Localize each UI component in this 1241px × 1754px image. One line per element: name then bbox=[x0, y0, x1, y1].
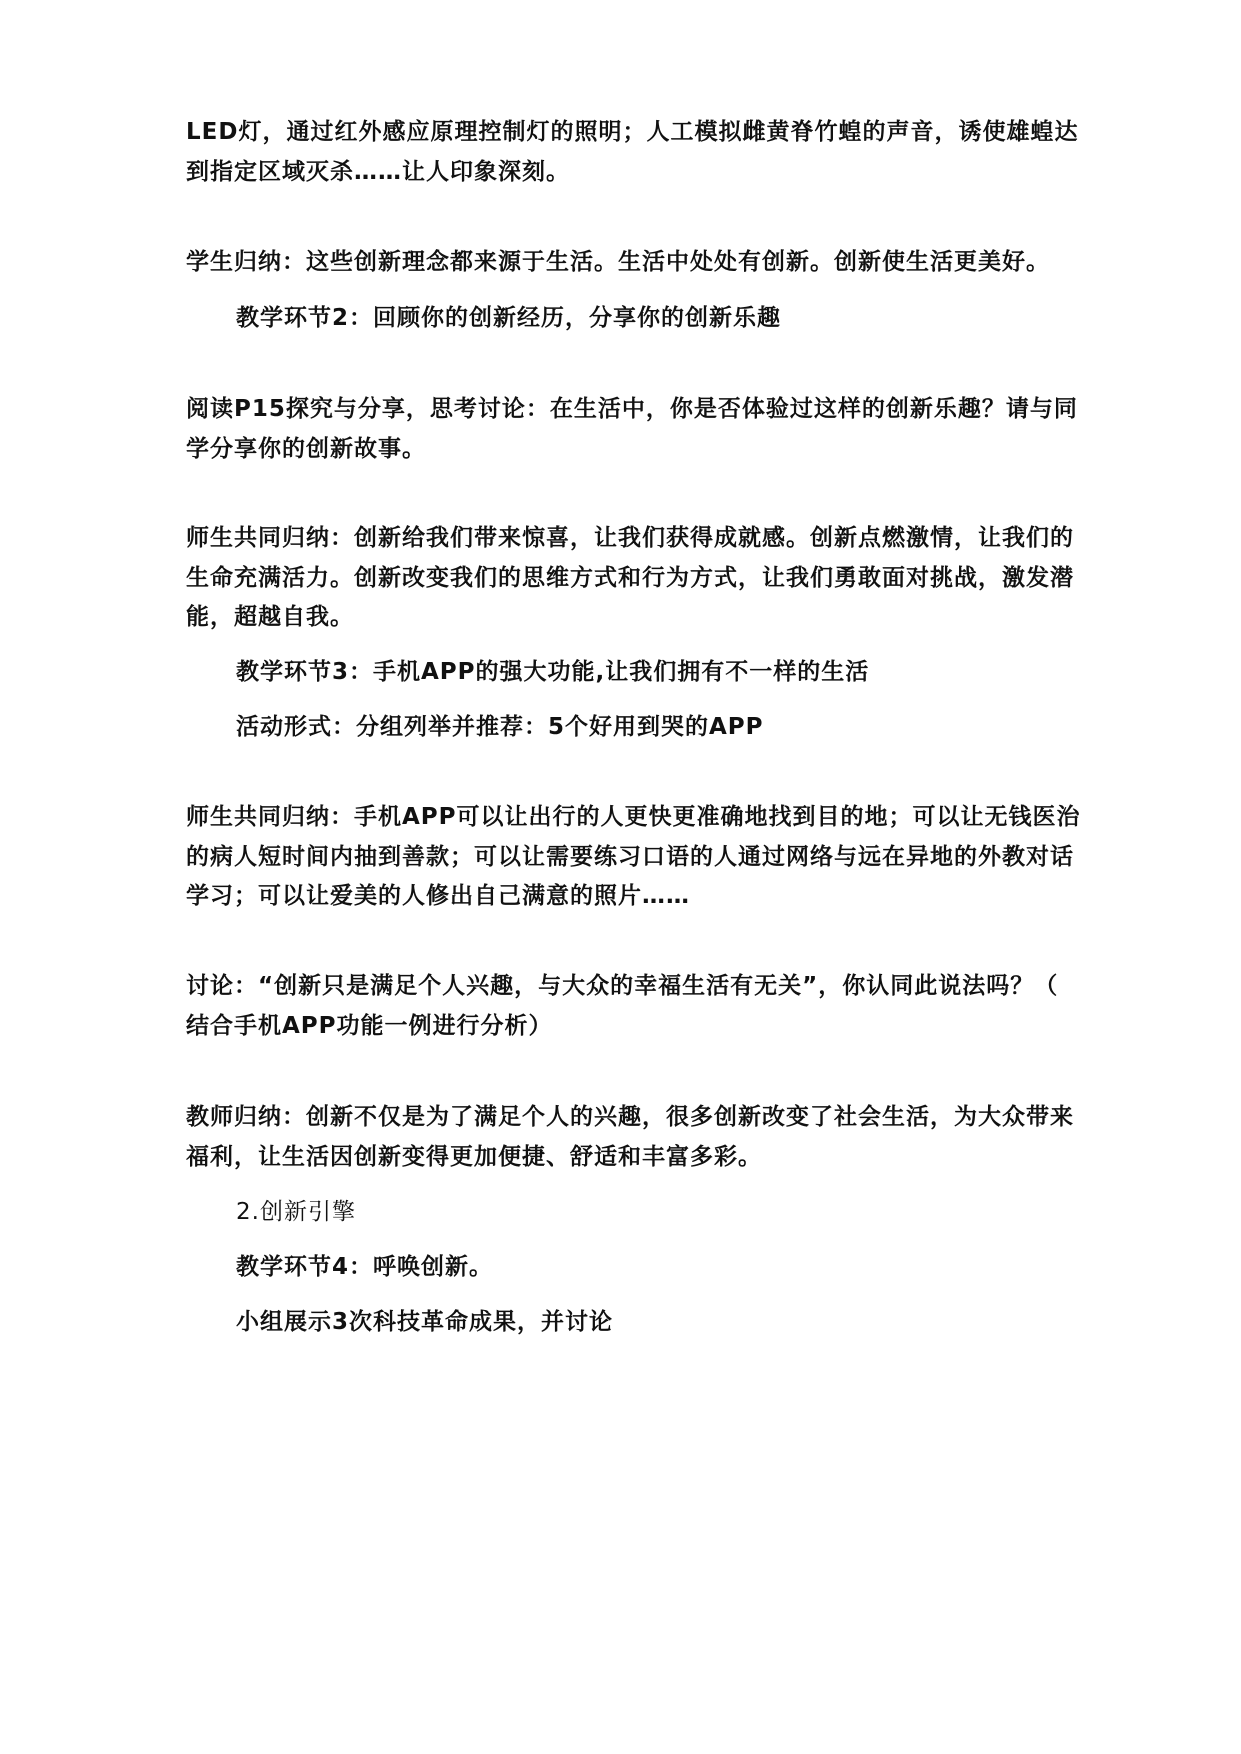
paragraph-line: 师生共同归纳：创新给我们带来惊喜，让我们获得成就感。创新点燃激情，让我们的 bbox=[186, 525, 1074, 551]
paragraph-line: 的病人短时间内抽到善款；可以让需要练习口语的人通过网络与远在异地的外教对话 bbox=[186, 844, 1074, 870]
paragraph-line: 教师归纳：创新不仅是为了满足个人的兴趣，很多创新改变了社会生活，为大众带来 bbox=[186, 1104, 1074, 1130]
section-heading: 教学环节4：呼唤创新。 bbox=[236, 1254, 494, 1280]
paragraph-line: 学分享你的创新故事。 bbox=[186, 436, 426, 462]
paragraph-line: 阅读P15探究与分享，思考讨论：在生活中，你是否体验过这样的创新乐趣？请与同 bbox=[186, 396, 1078, 422]
paragraph-line: 学习；可以让爱美的人修出自己满意的照片…… bbox=[186, 883, 690, 909]
activity-line: 小组展示3次科技革命成果，并讨论 bbox=[236, 1309, 614, 1335]
paragraph-line: 能，超越自我。 bbox=[186, 604, 354, 630]
paragraph-line: 到指定区域灭杀……让人印象深刻。 bbox=[186, 159, 570, 185]
paragraph-line: 讨论：“创新只是满足个人兴趣，与大众的幸福生活有无关”，你认同此说法吗？（ bbox=[186, 973, 1059, 999]
section-heading: 教学环节2：回顾你的创新经历，分享你的创新乐趣 bbox=[236, 305, 782, 331]
activity-line: 活动形式：分组列举并推荐：5个好用到哭的APP bbox=[236, 714, 764, 740]
paragraph-line: 生命充满活力。创新改变我们的思维方式和行为方式，让我们勇敢面对挑战，激发潜 bbox=[186, 565, 1074, 591]
paragraph-line: LED灯，通过红外感应原理控制灯的照明；人工模拟雌黄脊竹蝗的声音，诱使雄蝗达 bbox=[186, 119, 1079, 145]
paragraph-line: 福利，让生活因创新变得更加便捷、舒适和丰富多彩。 bbox=[186, 1144, 762, 1170]
paragraph-line: 结合手机APP功能一例进行分析） bbox=[186, 1013, 553, 1039]
paragraph-line: 师生共同归纳：手机APP可以让出行的人更快更准确地找到目的地；可以让无钱医治 bbox=[186, 804, 1081, 830]
section-number-heading: 2.创新引擎 bbox=[236, 1199, 356, 1225]
section-heading: 教学环节3：手机APP的强大功能,让我们拥有不一样的生活 bbox=[236, 659, 870, 685]
paragraph-line: 学生归纳：这些创新理念都来源于生活。生活中处处有创新。创新使生活更美好。 bbox=[186, 249, 1050, 275]
